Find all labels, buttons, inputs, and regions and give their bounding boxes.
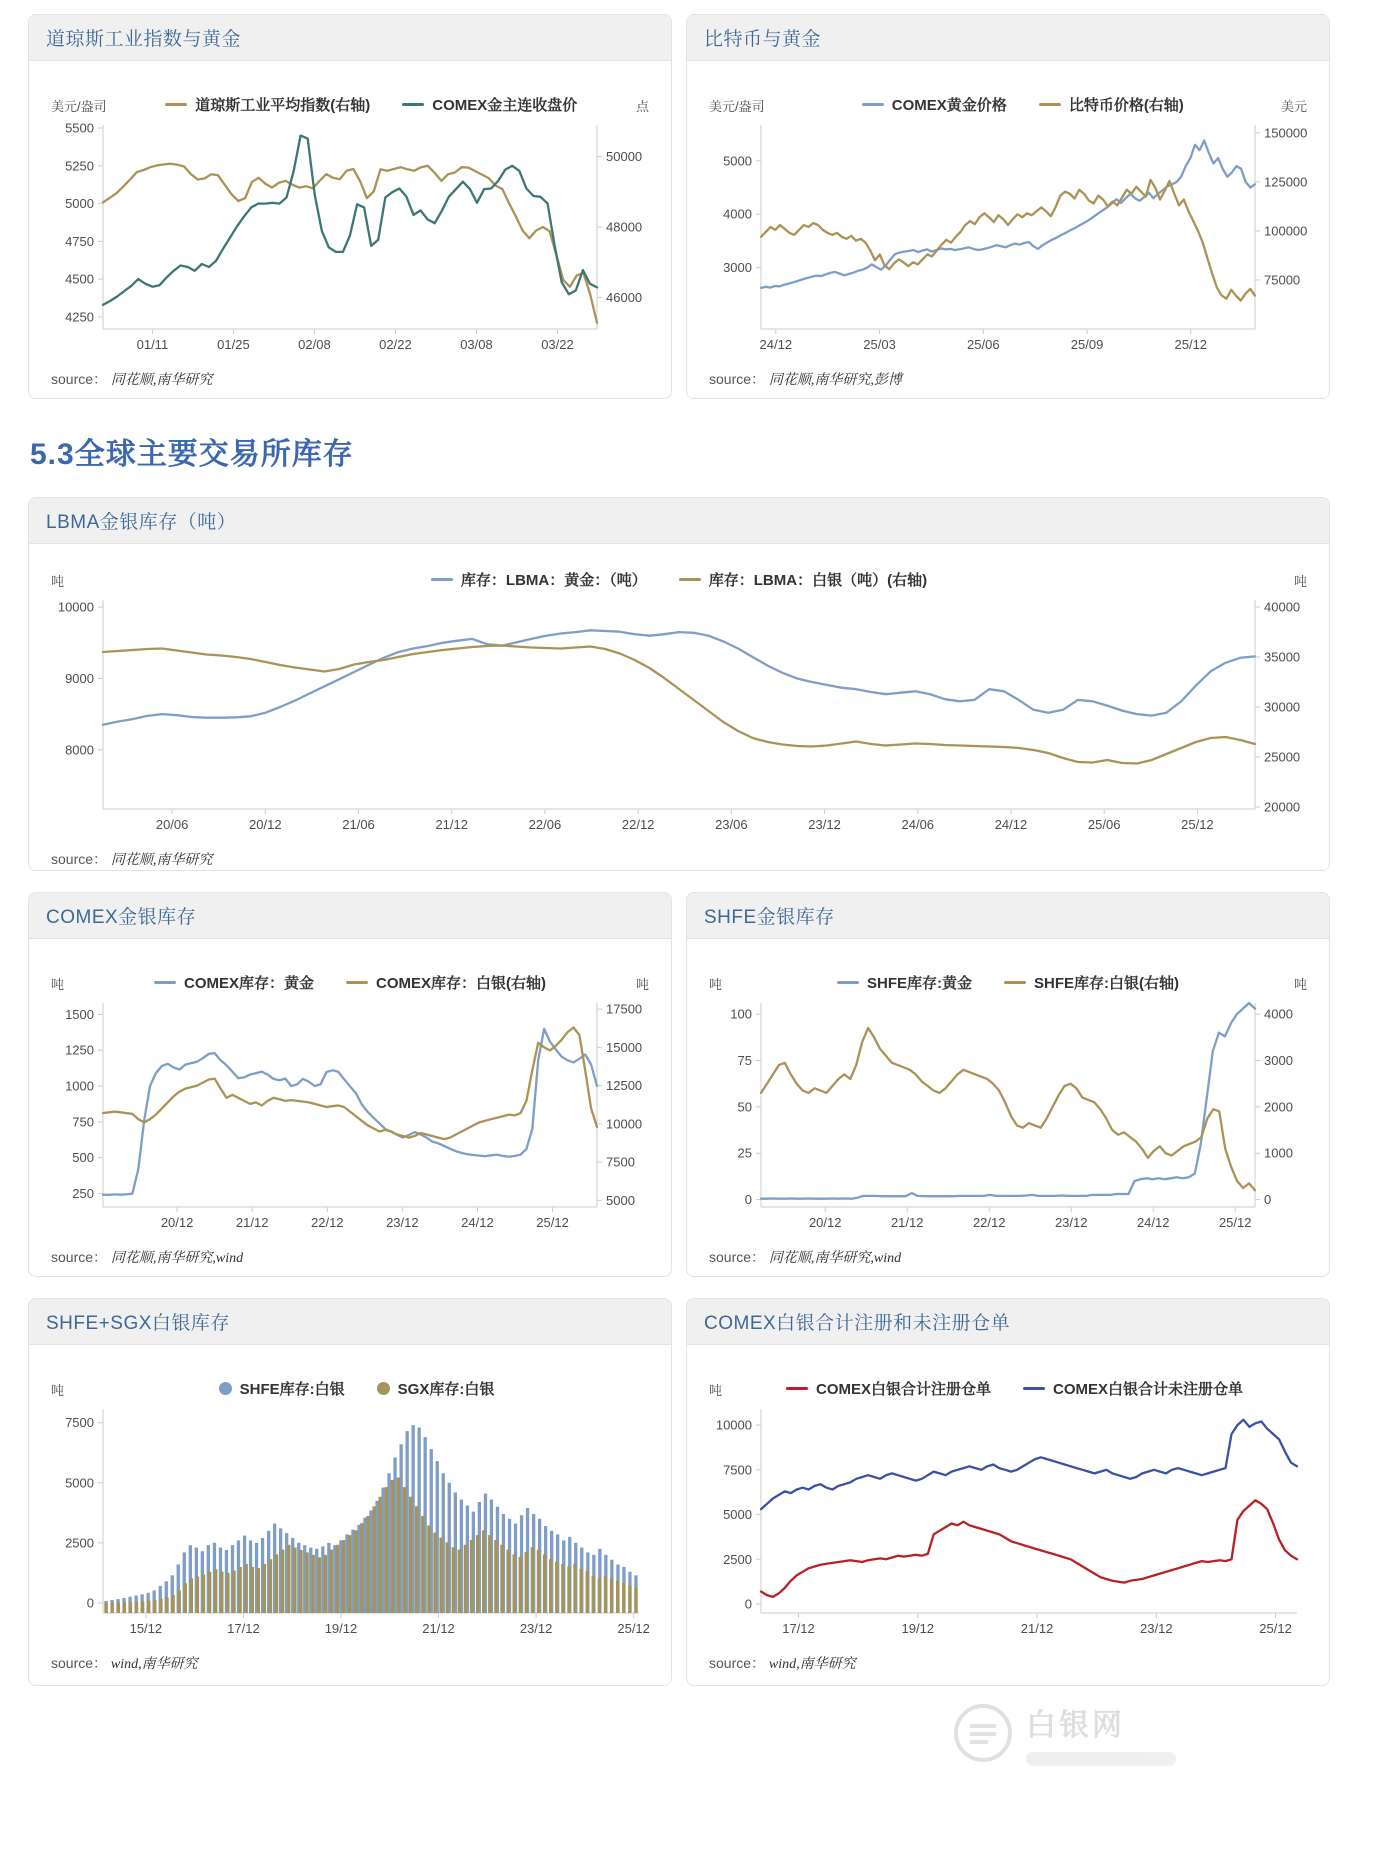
panel-title: 道琼斯工业指数与黄金 — [29, 15, 671, 61]
svg-text:48000: 48000 — [606, 219, 643, 235]
legend-marker — [1023, 1387, 1045, 1390]
source-text: 同花顺,南华研究,wind — [768, 1251, 902, 1266]
legend-item — [154, 972, 314, 993]
panel-body — [687, 1345, 1329, 1685]
svg-text:01/11: 01/11 — [136, 337, 169, 352]
panel-body — [687, 939, 1329, 1277]
chart-svg — [43, 1401, 657, 1641]
legend-marker — [786, 1387, 808, 1390]
svg-text:75: 75 — [737, 1052, 752, 1068]
watermark-subtext-bar — [1026, 1752, 1176, 1766]
svg-text:17500: 17500 — [606, 1001, 643, 1017]
legend-label: COMEX库存：白银(右轴) — [376, 975, 546, 992]
chart-btc-gold — [701, 117, 1315, 357]
chart-row-3 — [28, 892, 1330, 1277]
right-axis-unit: 美元 — [1280, 99, 1307, 114]
svg-text:1250: 1250 — [65, 1042, 94, 1058]
chart-row-1 — [28, 14, 1330, 399]
svg-text:02/08: 02/08 — [298, 337, 331, 352]
chart-top — [701, 971, 1315, 995]
legend-label: 库存：LBMA：黄金：（吨） — [460, 572, 647, 589]
chart-svg — [701, 1401, 1315, 1641]
source-row — [43, 837, 1315, 871]
chart-dow-gold — [43, 117, 657, 357]
svg-text:25/09: 25/09 — [1070, 337, 1104, 352]
chart-comex-silver-warrants — [701, 1401, 1315, 1641]
panel-comex-silver-warrants — [686, 1298, 1330, 1686]
legend-marker — [431, 578, 453, 581]
legend-item — [786, 1378, 991, 1399]
panel-comex-inventory — [28, 892, 672, 1277]
legend-item — [1004, 972, 1179, 993]
svg-text:5000: 5000 — [723, 153, 752, 169]
source-label: source： — [709, 1249, 766, 1265]
svg-text:5000: 5000 — [65, 196, 94, 212]
legend-marker — [402, 103, 424, 106]
legend-marker — [679, 578, 701, 581]
panel-body — [29, 61, 671, 399]
svg-text:24/06: 24/06 — [901, 817, 935, 832]
svg-text:0: 0 — [744, 1192, 752, 1208]
legend-item — [219, 1378, 345, 1399]
svg-text:35000: 35000 — [1264, 649, 1301, 665]
chart-top — [43, 971, 657, 995]
svg-text:125000: 125000 — [1264, 174, 1308, 190]
legend-label: 比特币价格(右轴) — [1068, 97, 1184, 114]
svg-text:7500: 7500 — [723, 1462, 752, 1478]
source-label: source： — [51, 371, 108, 387]
chart-row-2 — [28, 497, 1330, 871]
legend-marker — [346, 981, 368, 984]
svg-text:1000: 1000 — [65, 1078, 94, 1094]
watermark — [952, 1700, 1176, 1766]
svg-text:25/12: 25/12 — [1218, 1215, 1252, 1230]
svg-text:5000: 5000 — [723, 1507, 752, 1523]
legend-marker — [377, 1382, 390, 1395]
chart-row-4 — [28, 1298, 1330, 1686]
svg-text:20000: 20000 — [1264, 799, 1301, 815]
svg-text:1500: 1500 — [65, 1006, 94, 1022]
svg-text:25/12: 25/12 — [1174, 337, 1208, 352]
svg-text:19/12: 19/12 — [324, 1621, 358, 1636]
svg-text:21/06: 21/06 — [342, 817, 375, 832]
svg-text:21/12: 21/12 — [1020, 1621, 1054, 1636]
svg-text:9000: 9000 — [65, 670, 94, 686]
legend-item — [377, 1378, 495, 1399]
svg-text:7500: 7500 — [65, 1415, 94, 1431]
svg-text:03/22: 03/22 — [541, 337, 574, 352]
svg-text:8000: 8000 — [65, 742, 94, 758]
panel-lbma-inventory — [28, 497, 1330, 871]
svg-text:23/12: 23/12 — [519, 1621, 553, 1636]
svg-text:0: 0 — [744, 1596, 752, 1612]
svg-text:2500: 2500 — [65, 1535, 94, 1551]
panel-body — [29, 544, 1329, 871]
svg-text:46000: 46000 — [606, 289, 643, 305]
legend-label: 库存：LBMA：白银（吨）(右轴) — [708, 572, 928, 589]
svg-text:15/12: 15/12 — [129, 1621, 163, 1636]
legend-item — [1023, 1378, 1243, 1399]
chart-svg — [701, 117, 1315, 357]
svg-text:2000: 2000 — [1264, 1099, 1293, 1115]
svg-text:24/12: 24/12 — [994, 817, 1028, 832]
legend-item — [402, 94, 577, 115]
svg-text:23/12: 23/12 — [1140, 1621, 1173, 1636]
panel-title: SHFE金银库存 — [687, 893, 1329, 939]
chart-shfe-inventory — [701, 995, 1315, 1235]
legend-marker — [165, 103, 187, 106]
legend-label: 道琼斯工业平均指数(右轴) — [195, 97, 371, 114]
svg-text:0: 0 — [1264, 1192, 1272, 1208]
svg-text:75000: 75000 — [1264, 272, 1301, 288]
legend-marker — [1004, 981, 1026, 984]
svg-text:21/12: 21/12 — [435, 817, 469, 832]
svg-text:03/08: 03/08 — [460, 337, 493, 352]
svg-text:25/12: 25/12 — [536, 1215, 569, 1230]
legend-label: COMEX黄金价格 — [891, 97, 1007, 114]
svg-text:21/12: 21/12 — [422, 1621, 455, 1636]
svg-text:4750: 4750 — [65, 233, 94, 249]
chart-legend — [765, 94, 1281, 115]
svg-text:500: 500 — [72, 1150, 94, 1166]
source-label: source： — [51, 851, 108, 867]
svg-text:250: 250 — [72, 1185, 94, 1201]
chart-legend — [107, 94, 636, 115]
svg-text:20/06: 20/06 — [155, 817, 189, 832]
source-label: source： — [51, 1655, 108, 1671]
svg-text:12500: 12500 — [606, 1078, 643, 1094]
left-axis-unit: 吨 — [51, 574, 65, 589]
legend-marker — [837, 981, 859, 984]
source-row — [701, 1235, 1315, 1271]
source-text: 同花顺,南华研究 — [110, 853, 213, 868]
svg-text:25/06: 25/06 — [1087, 817, 1121, 832]
source-text: 同花顺,南华研究 — [110, 373, 213, 388]
source-row — [43, 357, 657, 393]
panel-title: COMEX金银库存 — [29, 893, 671, 939]
chart-comex-inventory — [43, 995, 657, 1235]
panel-title: COMEX白银合计注册和未注册仓单 — [687, 1299, 1329, 1345]
svg-text:17/12: 17/12 — [227, 1621, 260, 1636]
legend-item — [862, 94, 1007, 115]
svg-text:5000: 5000 — [606, 1192, 635, 1208]
legend-item — [431, 569, 647, 590]
left-axis-unit: 美元/盎司 — [709, 99, 765, 114]
svg-text:22/12: 22/12 — [621, 817, 655, 832]
chart-svg — [43, 117, 657, 357]
chart-top — [43, 1377, 657, 1401]
panel-shfe-sgx-silver — [28, 1298, 672, 1686]
svg-text:30000: 30000 — [1264, 699, 1301, 715]
watermark-text — [1026, 1700, 1176, 1766]
legend-label: COMEX库存：黄金 — [183, 975, 314, 992]
left-axis-unit: 吨 — [709, 977, 723, 992]
panel-dow-gold — [28, 14, 672, 399]
svg-text:40000: 40000 — [1264, 599, 1301, 615]
chart-legend — [64, 569, 1294, 590]
svg-text:25/12: 25/12 — [1181, 817, 1214, 832]
panel-title: SHFE+SGX白银库存 — [29, 1299, 671, 1345]
svg-text:25/03: 25/03 — [863, 337, 896, 352]
legend-label: COMEX白银合计未注册仓单 — [1053, 1381, 1244, 1398]
svg-text:5500: 5500 — [65, 120, 94, 136]
panel-shfe-inventory — [686, 892, 1330, 1277]
section-title: 5.3全球主要交易所库存 — [30, 438, 354, 471]
svg-text:02/22: 02/22 — [379, 337, 412, 352]
legend-marker — [1039, 103, 1061, 106]
legend-item — [165, 94, 370, 115]
chart-legend — [722, 972, 1294, 993]
svg-text:20/12: 20/12 — [808, 1215, 842, 1230]
svg-text:10000: 10000 — [715, 1417, 752, 1433]
svg-text:4000: 4000 — [723, 206, 752, 222]
svg-text:21/12: 21/12 — [890, 1215, 924, 1230]
svg-text:25/12: 25/12 — [617, 1621, 650, 1636]
svg-text:10000: 10000 — [606, 1116, 643, 1132]
watermark-title: 白银网 — [1026, 1709, 1125, 1742]
svg-text:750: 750 — [72, 1114, 94, 1130]
chart-shfe-sgx-silver — [43, 1401, 657, 1641]
chart-top — [701, 93, 1315, 117]
chart-top — [43, 93, 657, 117]
svg-text:19/12: 19/12 — [901, 1621, 935, 1636]
svg-text:25/06: 25/06 — [967, 337, 1000, 352]
svg-text:5250: 5250 — [65, 158, 94, 174]
panel-title: 比特币与黄金 — [687, 15, 1329, 61]
chart-svg — [701, 995, 1315, 1235]
legend-label: SHFE库存:白银(右轴) — [1034, 975, 1179, 992]
chart-legend — [64, 972, 636, 993]
svg-text:24/12: 24/12 — [461, 1215, 494, 1230]
source-text: 同花顺,南华研究,wind — [110, 1251, 244, 1266]
svg-text:23/06: 23/06 — [715, 817, 748, 832]
left-axis-unit: 吨 — [51, 977, 65, 992]
svg-text:25: 25 — [737, 1145, 752, 1161]
svg-text:4500: 4500 — [65, 271, 94, 287]
left-axis-unit: 吨 — [709, 1383, 723, 1398]
svg-text:4000: 4000 — [1264, 1006, 1293, 1022]
svg-text:0: 0 — [86, 1595, 94, 1611]
source-text: wind,南华研究 — [768, 1657, 856, 1672]
svg-text:23/12: 23/12 — [808, 817, 841, 832]
source-label: source： — [51, 1249, 108, 1265]
legend-label: COMEX白银合计注册仓单 — [815, 1381, 991, 1398]
svg-text:01/25: 01/25 — [217, 337, 250, 352]
legend-marker — [154, 981, 176, 984]
report-content — [28, 0, 1330, 1686]
right-axis-unit: 吨 — [1293, 574, 1307, 589]
legend-label: SHFE库存:白银 — [239, 1381, 345, 1398]
svg-text:20/12: 20/12 — [160, 1215, 194, 1230]
source-label: source： — [709, 371, 766, 387]
panel-body — [687, 61, 1329, 399]
svg-text:23/12: 23/12 — [386, 1215, 419, 1230]
chart-svg — [43, 995, 657, 1235]
source-text: wind,南华研究 — [110, 1657, 198, 1672]
chart-top — [701, 1377, 1315, 1401]
svg-text:150000: 150000 — [1264, 125, 1308, 141]
svg-text:100: 100 — [730, 1006, 752, 1022]
source-row — [701, 1641, 1315, 1677]
legend-item — [346, 972, 546, 993]
svg-text:2500: 2500 — [723, 1551, 752, 1567]
legend-label: COMEX金主连收盘价 — [432, 97, 578, 114]
left-axis-unit: 吨 — [51, 1383, 65, 1398]
panel-title: LBMA金银库存（吨） — [29, 498, 1329, 544]
svg-text:15000: 15000 — [606, 1039, 643, 1055]
legend-item — [1039, 94, 1184, 115]
svg-text:1000: 1000 — [1264, 1145, 1293, 1161]
source-row — [43, 1641, 657, 1677]
source-text: 同花顺,南华研究,彭博 — [768, 373, 902, 388]
source-row — [43, 1235, 657, 1271]
svg-text:22/12: 22/12 — [311, 1215, 344, 1230]
svg-text:3000: 3000 — [723, 260, 752, 276]
svg-text:17/12: 17/12 — [782, 1621, 815, 1636]
svg-text:22/06: 22/06 — [528, 817, 562, 832]
svg-text:21/12: 21/12 — [235, 1215, 269, 1230]
panel-body — [29, 1345, 671, 1685]
panel-body — [29, 939, 671, 1277]
svg-text:24/12: 24/12 — [759, 337, 793, 352]
svg-text:10000: 10000 — [57, 599, 94, 615]
legend-marker — [219, 1382, 232, 1395]
svg-text:100000: 100000 — [1264, 223, 1308, 239]
right-axis-unit: 吨 — [635, 977, 649, 992]
chart-svg — [43, 592, 1315, 837]
source-row — [701, 357, 1315, 393]
panel-btc-gold — [686, 14, 1330, 399]
svg-text:24/12: 24/12 — [1136, 1215, 1170, 1230]
chart-lbma-inventory — [43, 592, 1315, 837]
legend-item — [837, 972, 972, 993]
watermark-logo-icon — [952, 1702, 1014, 1764]
svg-text:25000: 25000 — [1264, 749, 1301, 765]
right-axis-unit: 点 — [635, 99, 649, 114]
svg-text:22/12: 22/12 — [972, 1215, 1006, 1230]
svg-text:50000: 50000 — [606, 149, 643, 165]
svg-text:7500: 7500 — [606, 1154, 635, 1170]
svg-text:4250: 4250 — [65, 309, 94, 325]
chart-top — [43, 568, 1315, 592]
svg-text:23/12: 23/12 — [1054, 1215, 1088, 1230]
legend-marker — [862, 103, 884, 106]
chart-legend — [64, 1378, 649, 1399]
svg-text:5000: 5000 — [65, 1475, 94, 1491]
legend-label: SHFE库存:黄金 — [866, 975, 972, 992]
svg-text:20/12: 20/12 — [249, 817, 282, 832]
chart-legend — [722, 1378, 1307, 1399]
svg-text:3000: 3000 — [1264, 1052, 1293, 1068]
svg-text:50: 50 — [737, 1099, 752, 1115]
legend-item — [679, 569, 927, 590]
right-axis-unit: 吨 — [1293, 977, 1307, 992]
svg-text:25/12: 25/12 — [1259, 1621, 1292, 1636]
legend-label: SGX库存:白银 — [397, 1381, 495, 1398]
left-axis-unit: 美元/盎司 — [51, 99, 107, 114]
source-label: source： — [709, 1655, 766, 1671]
